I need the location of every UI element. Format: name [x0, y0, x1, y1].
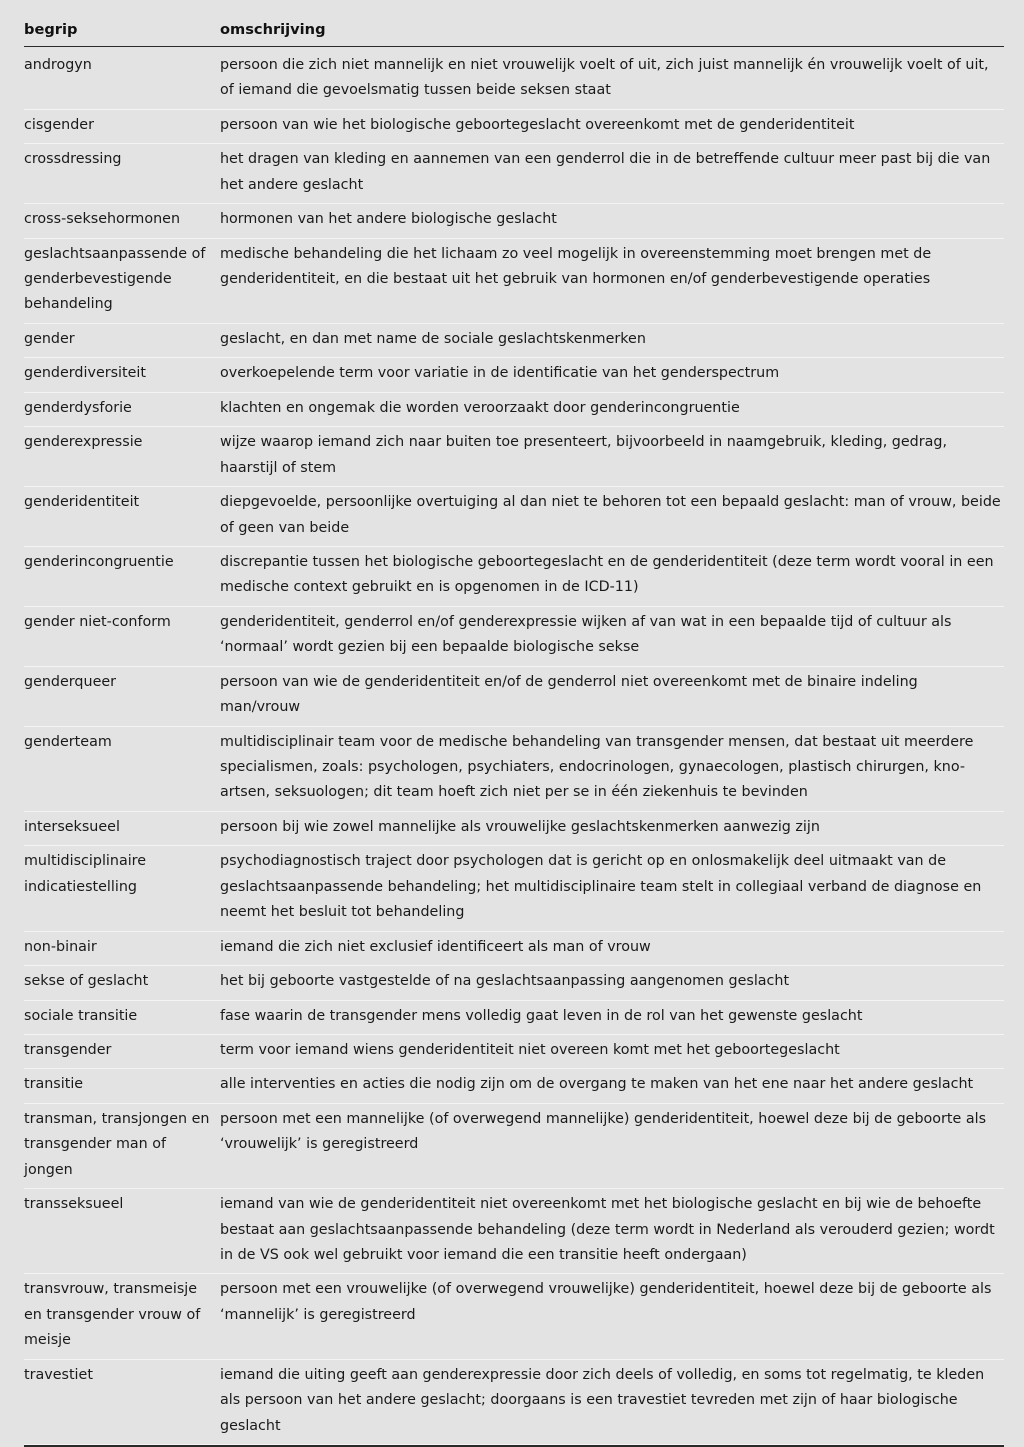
glossary-description: medische behandeling die het lichaam zo veel mogelijk in overeenstemming moet brengen met de genderidentiteit, en die bestaat uit het gebruik van hormonen en/of genderbevestigende operaties	[220, 238, 1004, 323]
glossary-description: persoon die zich niet mannelijk en niet vrouwelijk voelt of uit, zich juist mannelijk én vrouwelijk voelt of uit, of iemand die gevoelsmatig tussen beide seksen staat	[220, 56, 989, 99]
glossary-term: genderteam	[24, 726, 220, 811]
glossary-term: sekse of geslacht	[24, 966, 220, 1000]
glossary-term: genderdiversiteit	[24, 358, 220, 392]
table-row	[24, 846, 1004, 931]
table-row	[24, 1000, 1004, 1034]
glossary-term: genderexpressie	[24, 427, 220, 487]
glossary-description: discrepantie tussen het biologische geboortegeslacht en de genderidentiteit (deze term wordt vooral in een medische context gebruikt en is opgenomen in de ICD-11)	[220, 546, 1004, 606]
glossary-term: gender niet-conform	[24, 606, 220, 666]
glossary-description: klachten en ongemak die worden veroorzaakt door genderincongruentie	[220, 392, 1004, 426]
glossary-term: crossdressing	[24, 144, 220, 204]
glossary-term: non-binair	[24, 931, 220, 965]
glossary-description: alle interventies en acties die nodig zijn om de overgang te maken van het ene naar het andere geslacht	[220, 1069, 1004, 1103]
glossary-term: genderincongruentie	[24, 546, 220, 606]
glossary-term: transitie	[24, 1069, 220, 1103]
table-row	[24, 1274, 1004, 1359]
table-row	[24, 966, 1004, 1000]
column-header-begrip-label: begrip	[24, 17, 220, 47]
glossary-description: het dragen van kleding en aannemen van een genderrol die in de betreffende cultuur meer past bij die van het andere geslacht	[220, 144, 1004, 204]
glossary-term: transman, transjongen en transgender man of jongen	[24, 1103, 220, 1188]
column-header-omschrijving	[220, 0, 1004, 50]
glossary-description: persoon van wie het biologische geboortegeslacht overeenkomt met de genderidentiteit	[220, 109, 1004, 143]
table-row	[24, 666, 1004, 726]
glossary-description: psychodiagnostisch traject door psychologen dat is gericht op en onlosmakelijk deel uitmaakt van de geslachtsaanpassende behandeling; het multidisciplinaire team stelt in collegiaal verband de diagnose en neemt het besluit tot behandeling	[220, 846, 1004, 931]
glossary-term: multidisciplinaire indicatiestelling	[24, 846, 220, 931]
glossary-term: transgender	[24, 1034, 220, 1068]
glossary-description: term voor iemand wiens genderidentiteit niet overeen komt met het geboortegeslacht	[220, 1034, 1004, 1068]
glossary-table	[24, 0, 1004, 1445]
glossary-description: iemand van wie de genderidentiteit niet overeenkomt met het biologische geslacht en bij wie de behoefte bestaat aan geslachtsaanpassende behandeling (deze term wordt in Nederland als verouderd gezien; wordt in de VS ook wel gebruikt voor iemand die een transitie heeft ondergaan)	[220, 1189, 1004, 1274]
table-row	[24, 546, 1004, 606]
glossary-term: genderqueer	[24, 666, 220, 726]
glossary-description: wijze waarop iemand zich naar buiten toe presenteert, bijvoorbeeld in naamgebruik, kleding, gedrag, haarstijl of stem	[220, 427, 1004, 487]
glossary-term: sociale transitie	[24, 1000, 220, 1034]
glossary-term: genderdysforie	[24, 392, 220, 426]
glossary-description: persoon van wie de genderidentiteit en/of de genderrol niet overeenkomt met de binaire indeling man/vrouw	[220, 666, 1004, 726]
glossary-description: diepgevoelde, persoonlijke overtuiging al dan niet te behoren tot een bepaald geslacht: man of vrouw, beide of geen van beide	[220, 487, 1004, 547]
glossary-description: hormonen van het andere biologische geslacht	[220, 204, 1004, 238]
table-row	[24, 204, 1004, 238]
glossary-description: geslacht, en dan met name de sociale geslachtskenmerken	[220, 323, 1004, 357]
glossary-term: transvrouw, transmeisje en transgender vrouw of meisje	[24, 1274, 220, 1359]
glossary-term: cross-seksehormonen	[24, 204, 220, 238]
table-row	[24, 931, 1004, 965]
glossary-term: gender	[24, 323, 220, 357]
glossary-term: travestiet	[24, 1359, 220, 1444]
table-row	[24, 606, 1004, 666]
table-row	[24, 50, 1004, 109]
table-row	[24, 392, 1004, 426]
glossary-description: iemand die uiting geeft aan genderexpressie door zich deels of volledig, en soms tot regelmatig, te kleden als persoon van het andere geslacht; doorgaans is een travestiet tevreden met zijn of haar biologische geslacht	[220, 1359, 1004, 1444]
table-row	[24, 1103, 1004, 1188]
table-row	[24, 323, 1004, 357]
glossary-description: persoon met een vrouwelijke (of overwegend vrouwelijke) genderidentiteit, hoewel deze bij de geboorte als ‘mannelijk’ is geregistreerd	[220, 1274, 1004, 1359]
glossary-term: androgyn	[24, 56, 92, 73]
table-row	[24, 144, 1004, 204]
table-row	[24, 726, 1004, 811]
glossary-description: overkoepelende term voor variatie in de identificatie van het genderspectrum	[220, 358, 1004, 392]
table-row	[24, 1189, 1004, 1274]
table-row	[24, 1359, 1004, 1444]
glossary-term: transseksueel	[24, 1189, 220, 1274]
glossary-term: cisgender	[24, 109, 220, 143]
table-row	[24, 358, 1004, 392]
glossary-term: geslachtsaanpassende of genderbevestigende behandeling	[24, 238, 220, 323]
table-header-row	[24, 0, 1004, 50]
table-body	[24, 50, 1004, 1445]
glossary-description: iemand die zich niet exclusief identificeert als man of vrouw	[220, 931, 1004, 965]
table-header	[24, 0, 1004, 50]
table-row	[24, 811, 1004, 845]
glossary-term: genderidentiteit	[24, 487, 220, 547]
glossary-description: het bij geboorte vastgestelde of na geslachtsaanpassing aangenomen geslacht	[220, 966, 1004, 1000]
table-row	[24, 109, 1004, 143]
table-bottom-rule	[24, 1445, 1004, 1447]
glossary-term: interseksueel	[24, 811, 220, 845]
glossary-description: genderidentiteit, genderrol en/of genderexpressie wijken af van wat in een bepaalde tijd of cultuur als ‘normaal’ wordt gezien bij een bepaalde biologische sekse	[220, 606, 1004, 666]
table-row	[24, 1069, 1004, 1103]
table-row	[24, 238, 1004, 323]
table-row	[24, 487, 1004, 547]
column-header-omschrijving-label: omschrijving	[220, 17, 1004, 47]
glossary-description: multidisciplinair team voor de medische behandeling van transgender mensen, dat bestaat uit meerdere specialismen, zoals: psychologen, psychiaters, endocrinologen, gynaecologen, plastisch chirurgen, kno-artsen, seksuologen; dit team hoeft zich niet per se in één ziekenhuis te bevinden	[220, 726, 1004, 811]
glossary-description: persoon met een mannelijke (of overwegend mannelijke) genderidentiteit, hoewel deze bij de geboorte als ‘vrouwelijk’ is geregistreerd	[220, 1103, 1004, 1188]
column-header-begrip	[24, 0, 220, 50]
table-row	[24, 427, 1004, 487]
glossary-description: persoon bij wie zowel mannelijke als vrouwelijke geslachtskenmerken aanwezig zijn	[220, 811, 1004, 845]
table-row	[24, 1034, 1004, 1068]
glossary-description: fase waarin de transgender mens volledig gaat leven in de rol van het gewenste geslacht	[220, 1000, 1004, 1034]
